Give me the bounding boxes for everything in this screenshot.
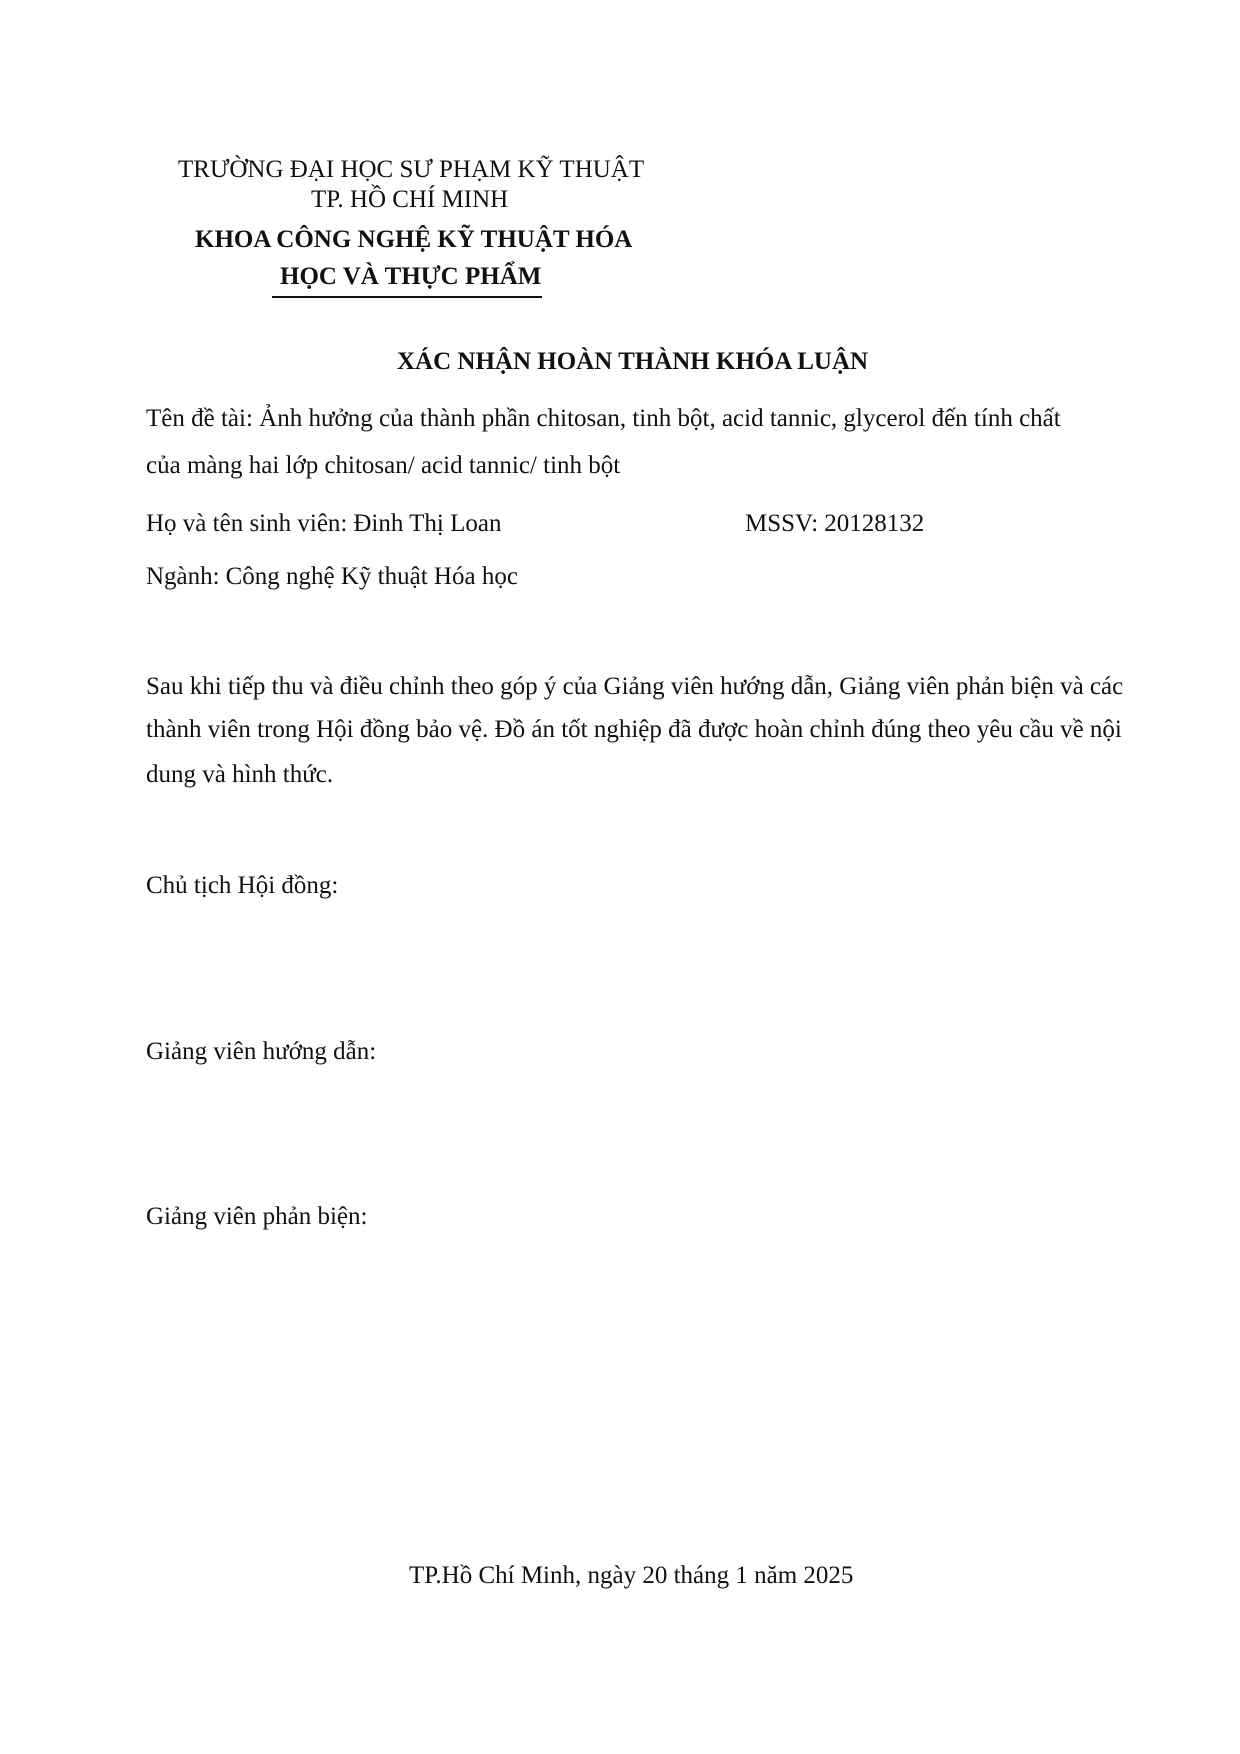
mssv-value: 20128132 [824,510,925,537]
signature-chair-label: Chủ tịch Hội đồng: [146,872,339,899]
confirmation-paragraph-line3: dung và hình thức. [146,761,334,788]
faculty-name-line2: HỌC VÀ THỰC PHẨM [280,263,542,290]
university-name-line1: TRƯỜNG ĐẠI HỌC SƯ PHẠM KỸ THUẬT [178,156,645,183]
student-name: Đinh Thị Loan [353,510,502,537]
topic-line1: Tên đề tài: Ảnh hưởng của thành phần chitosan, tinh bột, acid tannic, glycerol đến tính chất [146,405,1061,432]
signature-reviewer-label: Giảng viên phản biện: [146,1203,368,1230]
mssv-info [745,510,924,538]
signature-advisor-label: Giảng viên hướng dẫn: [146,1038,377,1065]
mssv-label: MSSV: [745,510,819,537]
topic-line2: của màng hai lớp chitosan/ acid tannic/ tinh bột [146,452,621,479]
confirmation-paragraph-line1: Sau khi tiếp thu và điều chỉnh theo góp ý của Giảng viên hướng dẫn, Giảng viên phản biện và các [146,673,1124,700]
student-label: Họ và tên sinh viên: [146,510,348,537]
page-title: XÁC NHẬN HOÀN THÀNH KHÓA LUẬN [397,348,869,375]
major-value: Công nghệ Kỹ thuật Hóa học [225,563,518,590]
student-info [146,510,502,538]
faculty-name-line1: KHOA CÔNG NGHỆ KỸ THUẬT HÓA [195,226,633,253]
faculty-underline-divider [272,296,542,298]
confirmation-paragraph-line2: thành viên trong Hội đồng bảo vệ. Đồ án tốt nghiệp đã được hoàn chỉnh đúng theo yêu cầu về nội [146,716,1122,743]
university-name-line2: TP. HỒ CHÍ MINH [311,186,509,213]
date-line: TP.Hồ Chí Minh, ngày 20 tháng 1 năm 2025 [409,1562,854,1589]
major-label: Ngành: [146,563,220,590]
major-info [146,563,518,591]
